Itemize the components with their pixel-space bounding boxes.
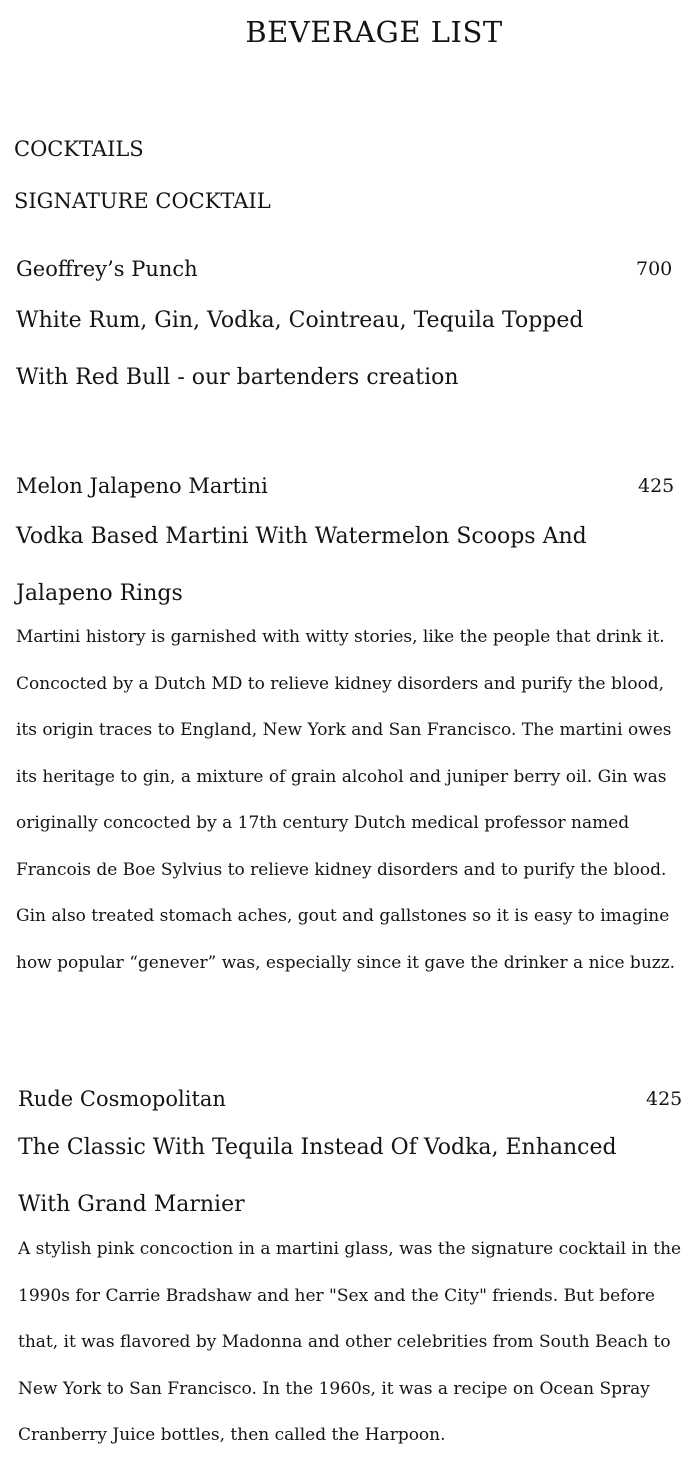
item-description-melon-jalapeno-martini: Martini history is garnished with witty stories, like the people that drink it. Concocted by a Dutch MD to relieve kidney disorders and purify the blood, its origin traces to England, New York and San Francisco. The martini owes its heritage to gin, a mixture of grain alcohol and juniper berry oil. Gin was originally concocted by a 17th century Dutch medical professor named Francois de Boe Sylvius to relieve kidney disorders and to purify the blood. Gin also treated stomach aches, gout and gallstones so it is easy to imagine how popular “genever” was, especially since it gave the drinker a nice buzz. (16, 627, 676, 973)
item-name-melon-jalapeno-martini: Melon Jalapeno Martini (16, 474, 268, 498)
item-price-geoffreys-punch: 700 (636, 258, 673, 280)
section-heading-signature-cocktail: SIGNATURE COCKTAIL (14, 189, 271, 213)
item-description-rude-cosmopolitan: A stylish pink concoction in a martini glass, was the signature cocktail in the 1990s for Carrie Bradshaw and her "Sex and the City" friends. But before that, it was flavored by Madonna and other celebrities from South Beach to New York to San Francisco. In the 1960s, it was a recipe on Ocean Spray Cranberry Juice bottles, then called the Harpoon. (18, 1239, 682, 1445)
item-name-rude-cosmopolitan: Rude Cosmopolitan (18, 1087, 226, 1111)
item-ingredients-rude-cosmopolitan: The Classic With Tequila Instead Of Vodka, Enhanced With Grand Marnier (18, 1135, 617, 1217)
item-name-geoffreys-punch: Geoffrey’s Punch (16, 257, 198, 281)
page-title: BEVERAGE LIST (245, 15, 503, 49)
section-heading-cocktails: COCKTAILS (14, 137, 144, 161)
item-ingredients-melon-jalapeno-martini: Vodka Based Martini With Watermelon Scoops And Jalapeno Rings (16, 524, 587, 606)
item-price-melon-jalapeno-martini: 425 (638, 475, 675, 497)
item-price-rude-cosmopolitan: 425 (646, 1088, 683, 1110)
item-ingredients-geoffreys-punch: White Rum, Gin, Vodka, Cointreau, Tequila Topped With Red Bull - our bartenders creation (16, 308, 584, 390)
